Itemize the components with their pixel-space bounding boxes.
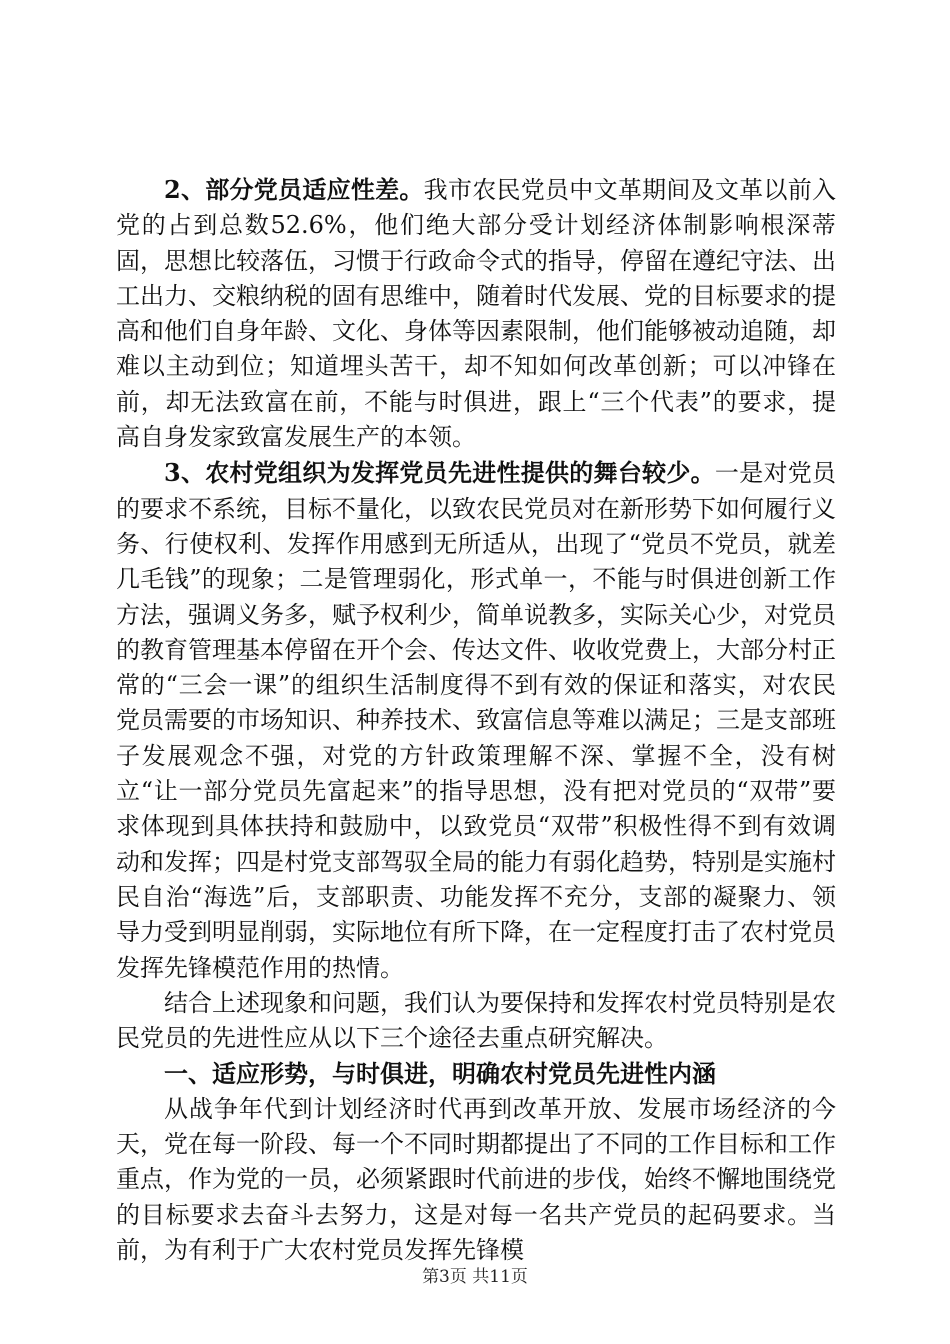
paragraph-conclusion	[116, 986, 836, 1057]
paragraph-point-3	[116, 455, 836, 985]
page-footer: 第3页 共11页	[422, 1267, 528, 1287]
section-paragraph: 从战争年代到计划经济时代再到改革开放、发展市场经济的今天，党在每一阶段、每一个不同时期都提出了不同的工作目标和工作重点，作为党的一员，必须紧跟时代前进的步伐，始终不懈地围绕党的目标要求去奋斗去努力，这是对每一名共产党员的起码要求。当前，为有利于广大农村党员发挥先锋模	[116, 1094, 836, 1264]
paragraph-point-3-lead: 3、农村党组织为发挥党员先进性提供的舞台较少。	[164, 458, 715, 488]
paragraph-point-2-lead: 2、部分党员适应性差。	[164, 175, 424, 204]
paragraph-point-2	[116, 172, 836, 455]
section-heading: 一、适应形势，与时俱进，明确农村党员先进性内涵	[164, 1059, 716, 1089]
paragraph-conclusion-text: 结合上述现象和问题，我们认为要保持和发挥农村党员特别是农民党员的先进性应从以下三个途径去重点研究解决。	[116, 988, 836, 1053]
document-body	[116, 172, 836, 1268]
paragraph-point-2-text: 我市农民党员中文革期间及文革以前入党的占到总数52.6%，他们绝大部分受计划经济体制影响根深蒂固，思想比较落伍，习惯于行政命令式的指导，停留在遵纪守法、出工出力、交粮纳税的固有思维中，随着时代发展、党的目标要求的提高和他们自身年龄、文化、身体等因素限制，他们能够被动追随，却难以主动到位；知道埋头苦干，却不知如何改革创新；可以冲锋在前，却无法致富在前，不能与时俱进，跟上“三个代表”的要求，提高自身发家致富发展生产的本领。	[116, 176, 836, 452]
paragraph-point-3-text: 一是对党员的要求不系统，目标不量化，以致农民党员对在新形势下如何履行义务、行使权利、发挥作用感到无所适从，出现了“党员不党员，就差几毛钱”的现象；二是管理弱化，形式单一，不能与时俱进创新工作方法，强调义务多，赋予权利少，简单说教多，实际关心少，对党员的教育管理基本停留在开个会、传达文件、收收党费上，大部分村正常的“三会一课”的组织生活制度得不到有效的保证和落实，对农民党员需要的市场知识、种养技术、致富信息等难以满足；三是支部班子发展观念不强，对党的方针政策理解不深、掌握不全，没有树立“让一部分党员先富起来”的指导思想，没有把对党员的“双带”要求体现到具体扶持和鼓励中，以致党员“双带”积极性得不到有效调动和发挥；四是村党支部驾驭全局的能力有弱化趋势，特别是实施村民自治“海选”后，支部职责、功能发挥不充分，支部的凝聚力、领导力受到明显削弱，实际地位有所下降，在一定程度打击了农村党员发挥先锋模范作用的热情。	[116, 459, 837, 982]
